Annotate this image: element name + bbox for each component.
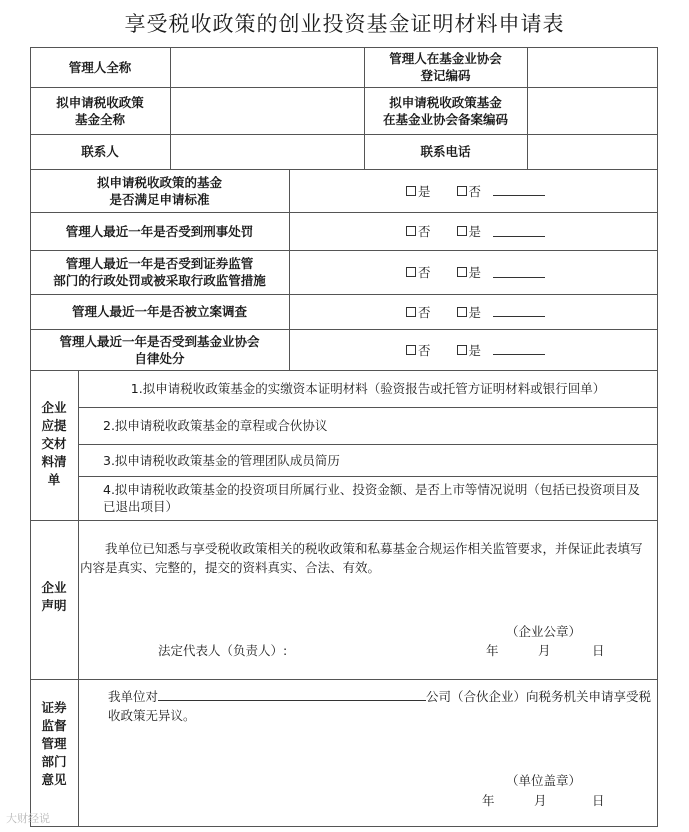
opinion-year: 年 [482,793,495,808]
manager-name-field[interactable] [171,48,364,87]
fund-reg-code-field[interactable] [528,88,657,134]
blank-line[interactable] [493,267,545,278]
checkbox[interactable] [457,307,467,317]
question-4-options: 否 是 [406,294,545,329]
checkbox[interactable] [457,345,467,355]
opinion-month: 月 [534,793,547,808]
material-item-3: 3.拟申请税收政策基金的管理团队成员简历 [103,452,340,468]
question-1-options: 是 否 [406,169,545,212]
decl-month: 月 [538,643,551,658]
phone-label: 联系电话 [420,144,471,159]
opinion-text-line: 我单位对 公司（合伙企业）向税务机关申请享受税收政策无异议。 [108,689,652,723]
question-2-label: 管理人最近一年是否受到刑事处罚 [65,223,254,239]
manager-reg-code-field[interactable] [528,48,657,87]
legal-rep-label: 法定代表人（负责人）: [158,643,288,658]
company-seal-label: （企业公章） [506,624,582,639]
blank-line[interactable] [493,344,545,355]
checkbox[interactable] [406,267,416,277]
unit-seal-label: （单位盖章） [506,773,582,788]
material-item-1: 1.拟申请税收政策基金的实缴资本证明材料（验资报告或托管方证明材料或银行回单） [130,381,606,396]
material-item-2: 2.拟申请税收政策基金的章程或合伙协议 [103,418,328,433]
declaration-section-label: 企业声明 [41,580,67,613]
contact-field[interactable] [171,135,364,169]
question-3-options: 否 是 [406,250,545,294]
question-4-label: 管理人最近一年是否被立案调查 [71,304,247,319]
checkbox[interactable] [406,307,416,317]
decl-day: 日 [592,643,605,658]
fund-name-label: 拟申请税收政策 基金全称 [56,94,144,127]
manager-reg-code-label: 管理人在基金业协会 登记编码 [389,51,502,83]
fund-reg-code-label: 拟申请税收政策基金 在基金业协会备案编码 [382,94,508,127]
opinion-day: 日 [592,793,605,808]
question-1-label: 拟申请税收政策的基金 是否满足申请标准 [96,174,222,207]
application-form-table [30,47,658,827]
question-3-label: 管理人最近一年是否受到证券监管 部门的行政处罚或被采取行政监管措施 [53,256,266,288]
blank-line[interactable] [493,226,545,237]
question-5-options: 否 是 [406,329,545,370]
checkbox[interactable] [457,226,467,236]
question-2-options: 否 是 [406,212,545,250]
phone-field[interactable] [528,135,657,169]
opinion-section-label: 证券监督管理部门意见 [41,700,67,787]
declaration-text: 我单位已知悉与享受税收政策相关的税收政策和私募基金合规运作相关监管要求，并保证此表填写内容是真实、完整的，提交的资料真实、合法、有效。 [80,541,643,575]
watermark: 大财经说 [6,812,50,825]
checkbox[interactable] [406,226,416,236]
checkbox[interactable] [457,186,467,196]
checkbox[interactable] [406,186,416,196]
question-5-label: 管理人最近一年是否受到基金业协会 自律处分 [59,333,260,366]
material-item-4: 4.拟申请税收政策基金的投资项目所属行业、投资金额、是否上市等情况说明（包括已投资项目及已退出项目） [103,482,640,514]
manager-name-label: 管理人全称 [68,59,132,75]
decl-year: 年 [486,643,499,658]
contact-label: 联系人 [81,144,119,159]
fund-name-field[interactable] [171,88,364,134]
checkbox[interactable] [406,345,416,355]
checkbox[interactable] [457,267,467,277]
company-name-blank[interactable] [158,688,426,701]
page-title: 享受税收政策的创业投资基金证明材料申请表 [124,12,565,36]
blank-line[interactable] [493,185,545,196]
materials-section-label: 企业应提交材料清单 [41,400,67,487]
blank-line[interactable] [493,306,545,317]
